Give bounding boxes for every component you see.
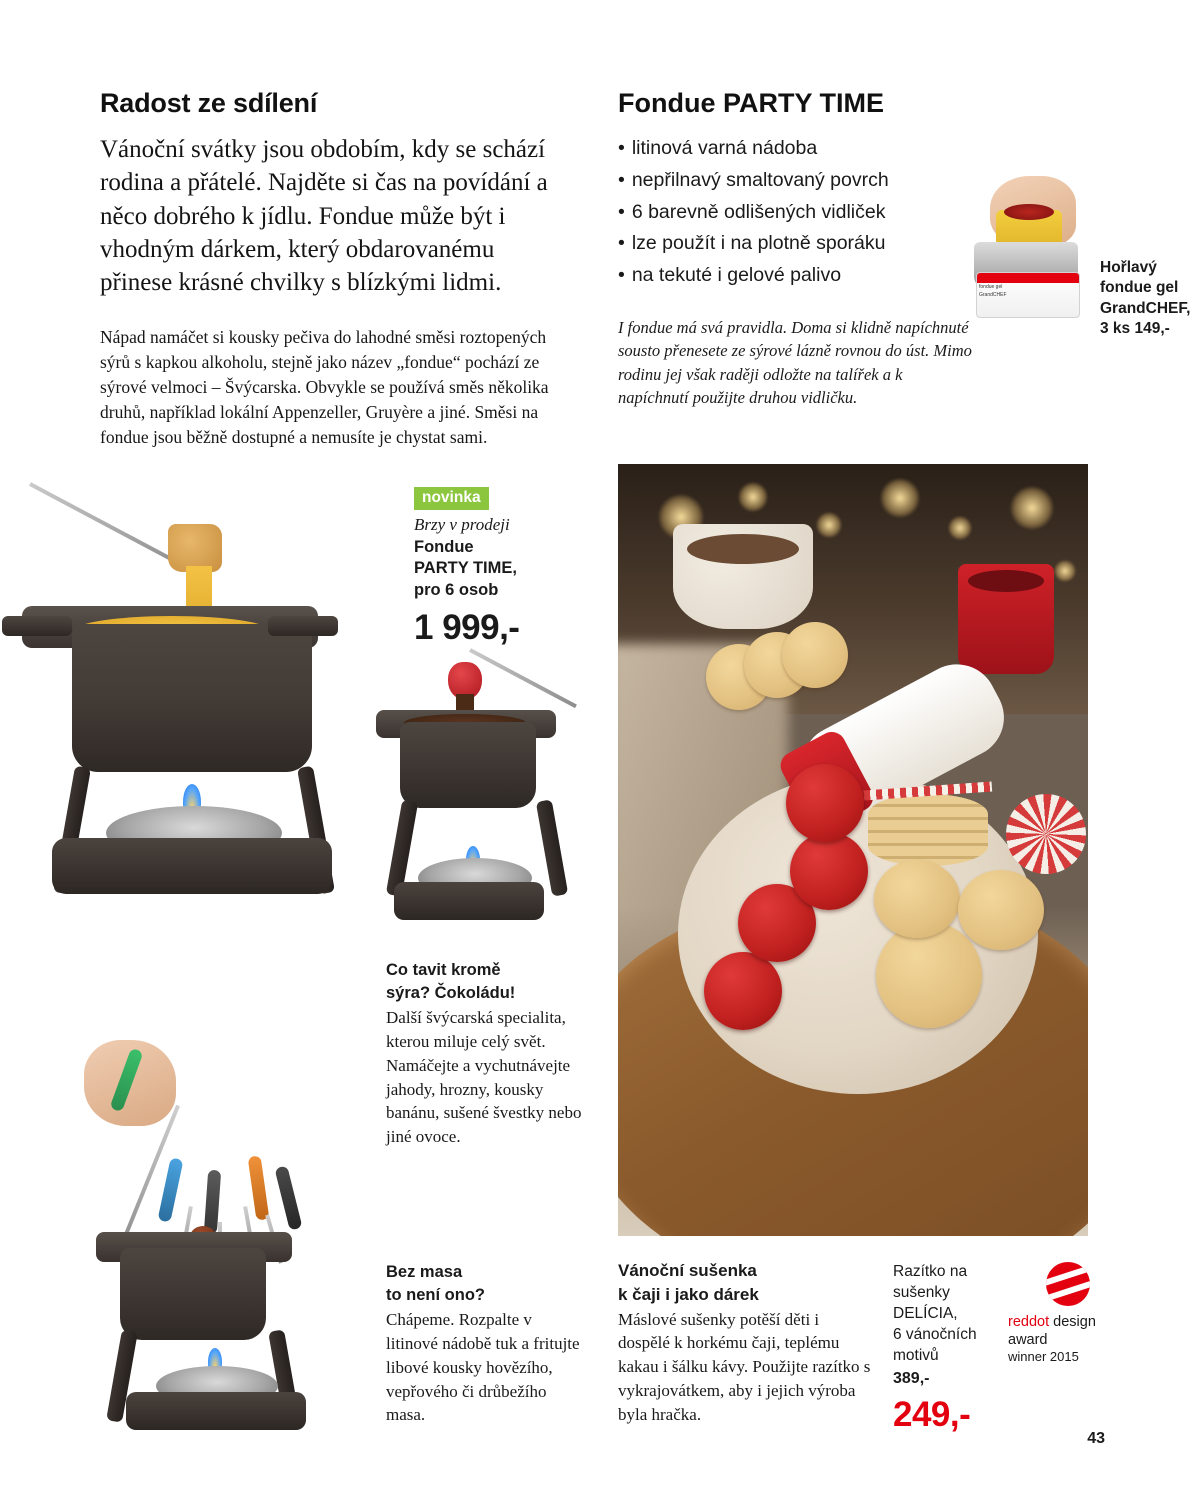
co-tavit-block: [386, 960, 586, 1149]
product-name-line1: Fondue: [414, 537, 474, 556]
subhead-line1: Vánoční sušenka: [618, 1261, 757, 1280]
bokeh-light: [880, 478, 920, 518]
product-name-line2: PARTY TIME,: [414, 559, 517, 578]
cookie: [782, 622, 848, 688]
cookie-stamp: [704, 952, 782, 1030]
reddot-icon: [1046, 1262, 1090, 1306]
award-red: red: [1008, 1314, 1029, 1330]
subhead-line2: sýra? Čokoládu!: [386, 984, 516, 1003]
stamp-line2: sušenky: [893, 1283, 950, 1301]
subbody-text: Máslové sušenky potěší děti i dospělé k horkému čaji, teplému kakau i šálku kávy. Použijte razítko s vykrajovátkem, aby i jejich výroba byla hračka.: [618, 1309, 871, 1424]
award-sub: winner 2015: [1008, 1349, 1079, 1365]
feature-list: [618, 133, 978, 292]
feature-item: • lze použít i na plotně sporáku: [618, 228, 978, 260]
cookie-stamp: [790, 832, 868, 910]
page-title: Radost ze sdílení: [100, 88, 318, 118]
gel-name-line1: Hořlavý: [1100, 259, 1157, 276]
cast-iron-pot: [72, 624, 312, 772]
gel-price: 3 ks 149,-: [1100, 320, 1170, 338]
gel-name-line2: fondue gel: [1100, 279, 1179, 297]
gel-label: [976, 272, 1080, 318]
body-paragraph: Nápad namáčet si kousky pečiva do lahodné směsi roztopených sýrů s kapkou alkoholu, stejně jako název „fondue“ pochází ze sýrové velmoci – Švýcarska. Obvykle se používá směs několika druhů, například lokální Appenzeller, Gruyère a jiné. Směsi na fondue jsou běžně dostupné a nemusíte je chystat sami.: [100, 327, 549, 447]
reddot-award: [1008, 1262, 1128, 1366]
gel-name-line3: GrandCHEF,: [1100, 299, 1191, 317]
coffee-cup: [673, 524, 813, 629]
cookie: [874, 860, 960, 938]
stamp-line1: Razítko na: [893, 1263, 968, 1280]
subhead-line1: Co tavit kromě: [386, 961, 501, 979]
award-dot: dot: [1028, 1314, 1050, 1330]
red-cup: [958, 564, 1054, 674]
cookie-large: [876, 922, 982, 1028]
gel-label-sub: GrandCHEF: [979, 292, 1007, 299]
burner-base: [126, 1392, 306, 1430]
bokeh-light: [816, 512, 842, 538]
subhead-line1: Bez masa: [386, 1263, 463, 1281]
fondue-fork-icon: [469, 648, 577, 708]
gel-label-brand: fondue gel: [979, 284, 1003, 290]
pot-handle-left: [2, 616, 72, 636]
left-text-column: [100, 88, 570, 449]
old-price: 389,-: [893, 1369, 930, 1387]
cookie-stamp: [786, 764, 864, 842]
availability-note: Brzy v prodeji: [414, 514, 510, 534]
chocolate-fondue-photo: [370, 640, 580, 970]
intro-paragraph: Vánoční svátky jsou obdobím, kdy se schází rodina a přátelé. Najděte si čas na povídání a něco dobrého k jídlu. Fondue může být i vhodným dárkem, který obdarovanému přinese krásné chvilky s blízkými lidmi.: [100, 136, 548, 296]
award-rest: design award: [1008, 1314, 1096, 1349]
fork-handle-dark: [274, 1165, 302, 1230]
cookie-description-block: [618, 1260, 873, 1426]
feature-item: • 6 barevně odlišených vidliček: [618, 197, 978, 229]
product-title-fondue: Fondue PARTY TIME: [618, 88, 884, 118]
subhead-line2: to není ono?: [386, 1286, 485, 1305]
feature-item: • litinová varná nádoba: [618, 133, 978, 165]
cookie-stack: [868, 794, 988, 866]
cookie-lifestyle-photo: [618, 464, 1088, 1236]
status-badge: novinka: [414, 487, 489, 510]
product-name-line3: pro 6 osob: [414, 580, 499, 599]
bokeh-light: [738, 482, 768, 512]
product-price: 1 999,-: [414, 608, 520, 648]
stand-leg-right: [536, 799, 568, 896]
award-label: [1008, 1313, 1128, 1366]
fondue-fork-icon: [29, 482, 190, 570]
cookie: [958, 870, 1044, 950]
fork-handle-orange: [248, 1155, 270, 1220]
right-text-column: [618, 88, 1191, 410]
stamp-line5: motivů: [893, 1346, 939, 1364]
burner-base: [394, 882, 544, 920]
fondue-set-photo: [0, 466, 380, 986]
bread-piece: [168, 524, 222, 572]
fondue-gel-caption: [1100, 258, 1201, 340]
fork-handle-blue: [157, 1157, 183, 1222]
subbody-text: Chápeme. Rozpalte v litinové nádobě tuk a fritujte libové kousky hovězího, vepřového či drůbežího masa.: [386, 1310, 580, 1425]
twine-spool: [1006, 794, 1086, 874]
cast-iron-pot-small: [120, 1248, 266, 1340]
bokeh-light: [948, 516, 972, 540]
stamp-product-block: [893, 1262, 1001, 1389]
page-number: 43: [1087, 1430, 1105, 1447]
feature-item: • na tekuté i gelové palivo: [618, 260, 978, 292]
subhead-line2: k čaji i jako dárek: [618, 1284, 759, 1304]
burner-base: [52, 838, 332, 894]
bokeh-light: [1010, 486, 1054, 530]
subbody-text: Další švýcarská specialita, kterou miluje celý svět. Namáčejte a vychutnávejte jahody, hrozny, kousky banánu, sušené švestky nebo jiné ovoce.: [386, 1008, 582, 1147]
feature-item: • nepřilnavý smaltovaný povrch: [618, 165, 978, 197]
bokeh-light: [1054, 560, 1076, 582]
stamp-line3: DELÍCIA,: [893, 1304, 958, 1322]
meat-fondue-photo: [60, 1030, 390, 1460]
cast-iron-pot-small: [400, 722, 536, 808]
sale-price: 249,-: [893, 1395, 971, 1434]
pot-handle-right: [268, 616, 338, 636]
stamp-line4: 6 vánočních: [893, 1325, 977, 1343]
novinka-price-block: [414, 487, 594, 648]
bez-masa-block: [386, 1262, 586, 1427]
tip-note: I fondue má svá pravidla. Doma si klidně napíchnuté sousto přenesete ze sýrové lázně rovnou do úst. Mimo rodinu jej však raději odložte na talířek a k napíchnutí použijte druhou vidličku.: [618, 317, 972, 408]
